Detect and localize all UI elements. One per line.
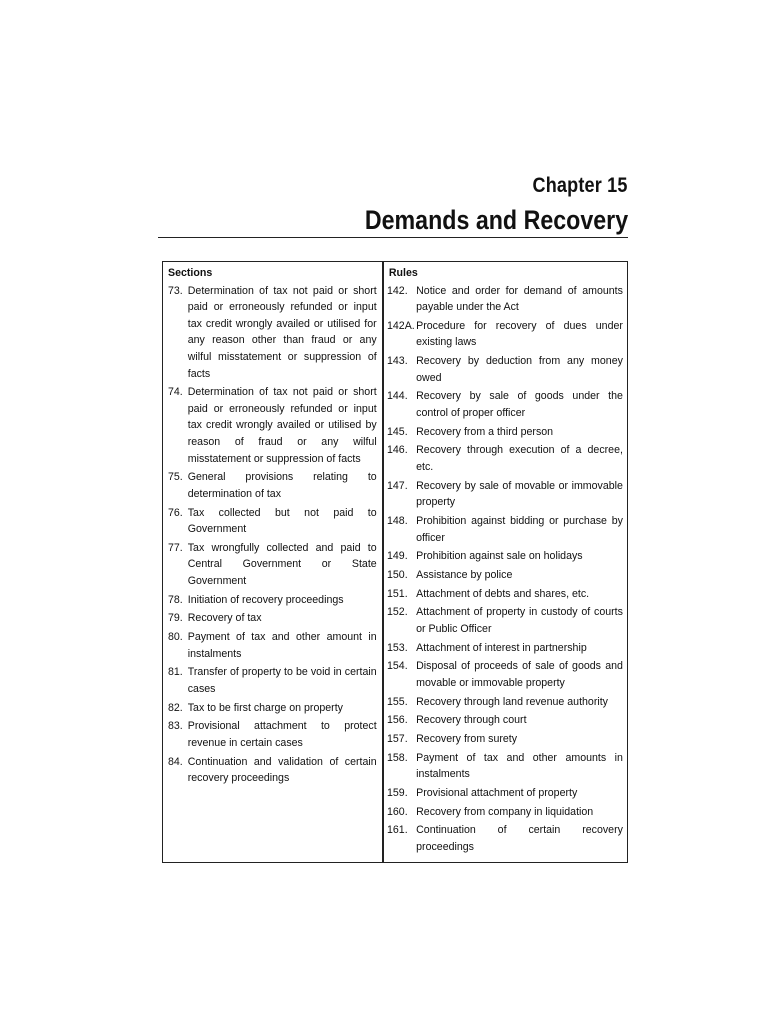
rule-entry-text: Notice and order for demand of amounts payable under the Act	[416, 284, 623, 314]
rule-entry	[387, 604, 623, 637]
rule-entry	[387, 694, 623, 711]
section-entry-number: 78.	[168, 593, 183, 606]
rule-entry-text: Recovery through execution of a decree, etc.	[416, 444, 623, 473]
column-divider	[382, 261, 384, 863]
section-entry-text: Recovery of tax	[187, 612, 262, 625]
rule-entry-text: Recovery through land revenue authority	[416, 695, 609, 708]
rules-heading: Rules	[388, 267, 418, 279]
chapter-title: Demands and Recovery	[364, 205, 628, 235]
rule-entry-number: 153.	[387, 641, 408, 654]
rule-entry-text: Recovery from surety	[416, 732, 518, 745]
rule-entry	[387, 750, 623, 783]
sections-heading: Sections	[168, 267, 213, 279]
section-entry	[168, 700, 377, 717]
rule-entry-number: 146.	[387, 444, 408, 457]
section-entry-number: 84.	[168, 755, 183, 768]
rule-entry	[387, 785, 623, 802]
rule-entry	[387, 548, 623, 565]
rule-entry-text: Continuation of certain recovery proceedings	[416, 824, 623, 853]
sections-column	[168, 265, 377, 789]
rule-entry-text: Provisional attachment of property	[416, 786, 578, 799]
rule-entry-number: 145.	[387, 425, 408, 438]
rule-entry-number: 154.	[387, 660, 408, 673]
rule-entry	[387, 353, 623, 386]
rule-entry-text: Attachment of interest in partnership	[416, 641, 587, 654]
section-entry-text: Payment of tax and other amount in instalments	[187, 631, 377, 660]
section-entry-text: Tax wrongfully collected and paid to Central Government or State Government	[187, 541, 377, 588]
rule-entry	[387, 731, 623, 748]
chapter-number: Chapter 15	[532, 174, 628, 197]
section-entry	[168, 664, 377, 697]
rule-entry-text: Procedure for recovery of dues under existing laws	[416, 319, 623, 349]
section-entry-number: 73.	[168, 284, 183, 297]
rule-entry-text: Assistance by police	[416, 568, 513, 581]
section-entry-text: Provisional attachment to protect revenue in certain cases	[187, 720, 377, 749]
section-entry-text: Continuation and validation of certain recovery proceedings	[187, 755, 377, 785]
sections-list	[168, 283, 377, 787]
rule-entry-number: 148.	[387, 514, 408, 527]
section-entry-text: Tax collected but not paid to Government	[187, 506, 377, 536]
rule-entry-text: Prohibition against bidding or purchase by officer	[416, 514, 623, 544]
section-entry	[168, 283, 377, 383]
rule-entry	[387, 658, 623, 691]
section-entry	[168, 754, 377, 787]
rule-entry	[387, 424, 623, 441]
rule-entry-number: 147.	[387, 479, 408, 492]
rule-entry	[387, 318, 623, 351]
rule-entry-number: 152.	[387, 606, 408, 619]
section-entry-number: 76.	[168, 506, 183, 519]
section-entry	[168, 718, 377, 751]
rule-entry-number: 150.	[387, 568, 408, 581]
rules-column	[387, 265, 623, 858]
rule-entry-number: 142.	[387, 284, 408, 297]
rule-entry	[387, 586, 623, 603]
section-entry-number: 74.	[168, 386, 183, 399]
section-entry-number: 80.	[168, 631, 183, 644]
section-entry-text: General provisions relating to determination of tax	[187, 471, 377, 500]
section-entry-number: 83.	[168, 720, 183, 733]
rule-entry	[387, 283, 623, 316]
rule-entry-number: 143.	[387, 355, 408, 368]
rule-entry-number: 142A.	[387, 319, 415, 332]
rule-entry	[387, 513, 623, 546]
section-entry	[168, 540, 377, 590]
section-entry-text: Transfer of property to be void in certain cases	[187, 666, 377, 695]
rule-entry-number: 160.	[387, 805, 408, 818]
rule-entry-text: Recovery from company in liquidation	[416, 805, 594, 818]
rule-entry-number: 158.	[387, 751, 408, 764]
rule-entry-number: 149.	[387, 550, 408, 563]
section-entry	[168, 505, 377, 538]
rule-entry-number: 144.	[387, 390, 408, 403]
rule-entry-text: Recovery by sale of movable or immovable property	[416, 479, 623, 509]
rule-entry-text: Attachment of debts and shares, etc.	[416, 587, 590, 600]
section-entry-text: Determination of tax not paid or short paid or erroneously refunded or input tax credit wrongly availed or utilised for any reason other than fraud or any wilful misstatement or suppression of facts	[187, 284, 377, 380]
section-entry-number: 75.	[168, 471, 183, 484]
rule-entry	[387, 567, 623, 584]
section-entry	[168, 629, 377, 662]
rule-entry-text: Recovery from a third person	[416, 425, 554, 438]
rule-entry-text: Attachment of property in custody of courts or Public Officer	[416, 606, 623, 635]
rule-entry-text: Payment of tax and other amounts in instalments	[416, 751, 623, 781]
rule-entry	[387, 804, 623, 821]
rule-entry	[387, 478, 623, 511]
section-entry-number: 81.	[168, 666, 183, 679]
section-entry-number: 82.	[168, 701, 183, 714]
rule-entry	[387, 822, 623, 855]
rule-entry-text: Recovery through court	[416, 714, 527, 727]
rule-entry-number: 157.	[387, 732, 408, 745]
rule-entry	[387, 442, 623, 475]
section-entry-text: Determination of tax not paid or short paid or erroneously refunded or input tax credit wrongly availed or utilised by reason of fraud or any wilful misstatement or suppression of facts	[187, 386, 377, 465]
rule-entry	[387, 640, 623, 657]
rule-entry-number: 155.	[387, 695, 408, 708]
rule-entry-text: Recovery by deduction from any money owed	[416, 355, 623, 384]
section-entry-text: Tax to be first charge on property	[187, 701, 343, 714]
rule-entry-number: 159.	[387, 786, 408, 799]
section-entry	[168, 592, 377, 609]
rules-list	[387, 283, 623, 856]
rule-entry-text: Recovery by sale of goods under the control of proper officer	[416, 390, 623, 420]
section-entry	[168, 469, 377, 502]
rule-entry-text: Disposal of proceeds of sale of goods and movable or immovable property	[416, 660, 623, 689]
rule-entry	[387, 712, 623, 729]
rule-entry-number: 156.	[387, 714, 408, 727]
title-rule	[158, 237, 628, 238]
section-entry	[168, 610, 377, 627]
rule-entry	[387, 388, 623, 421]
rule-entry-text: Prohibition against sale on holidays	[416, 550, 583, 563]
section-entry	[168, 384, 377, 467]
section-entry-number: 77.	[168, 541, 183, 554]
section-entry-text: Initiation of recovery proceedings	[187, 593, 344, 606]
rule-entry-number: 151.	[387, 587, 408, 600]
section-entry-number: 79.	[168, 612, 183, 625]
rule-entry-number: 161.	[387, 824, 408, 837]
